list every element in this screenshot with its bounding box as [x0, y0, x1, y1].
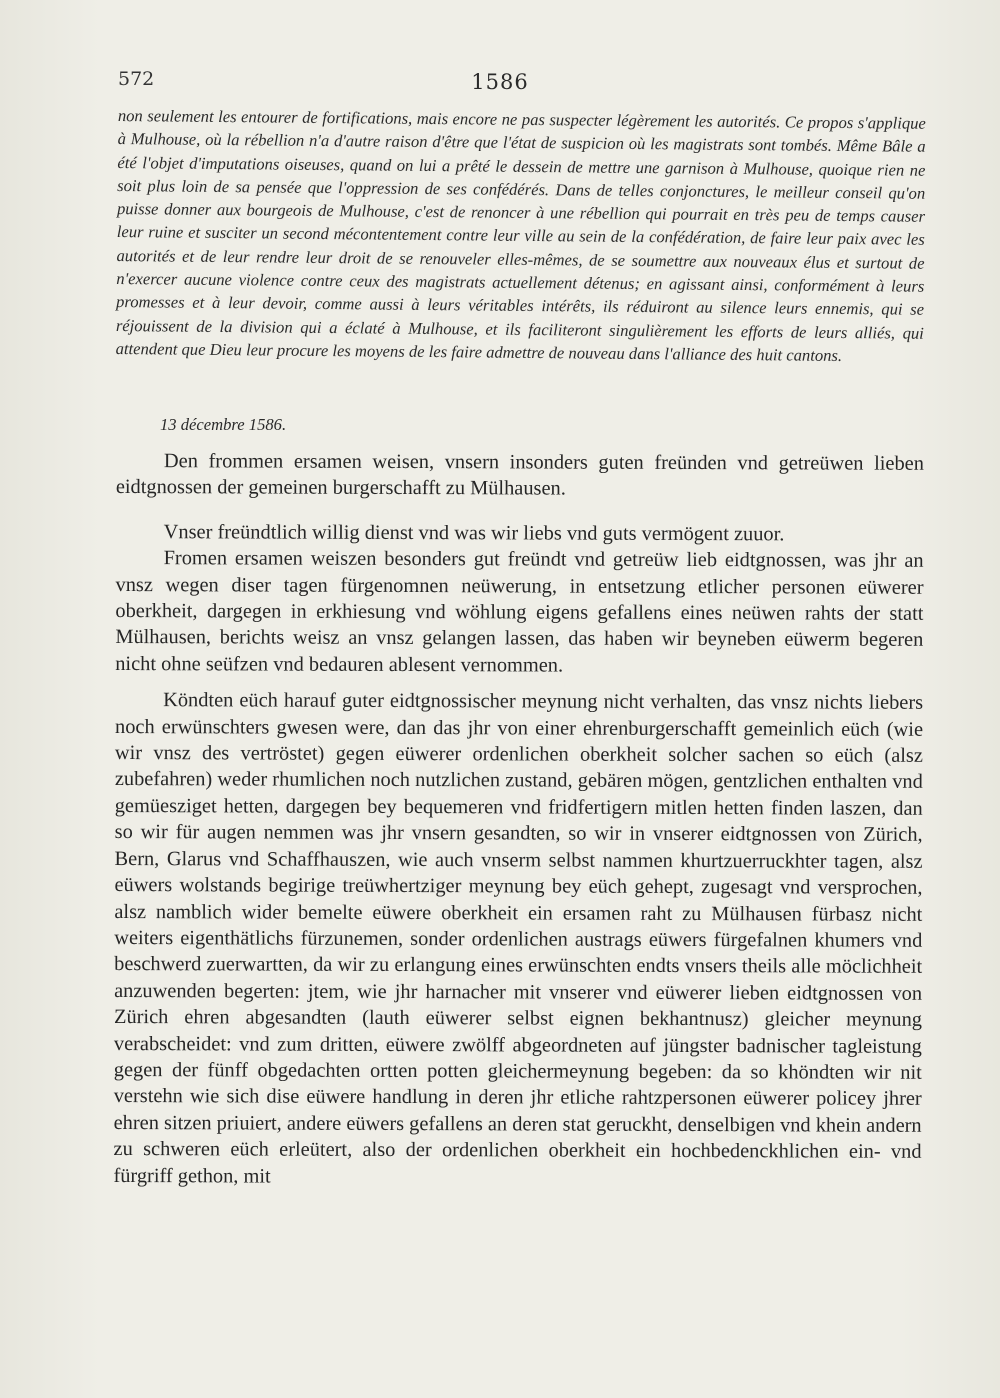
letter-paragraph-1: Fromen ersamen weiszen besonders gut freündt vnd getreüw lieb eidtgnossen, was jhr an vnsz wegen diser tagen fürgenomnen neüwerung, in entsetzung etlicher personen eüwerer oberkheit, dargegen in erkhiesung vnd wöhlung eigens gefallens eines neüwen rahts der statt Mülhausen, berichts weisz an vnsz gelangen lassen, das haben wir beyneben eüwerm begeren nicht ohne seüfzen vnd bedauren ablesent vernommen.	[115, 547, 924, 677]
summary-date: 13 décembre 1586.	[160, 415, 287, 434]
letter-greeting: Vnser freündtlich willig dienst vnd was wir liebs vnd guts vermögent zuuor.	[163, 520, 785, 546]
letter-body	[113, 448, 924, 1192]
letter-address: Den frommen ersamen weisen, vnsern insonders guten freünden vnd getreüwen lieben eidtgnossen der gemeinen burgerschafft zu Mülhausen.	[115, 450, 924, 500]
page-number: 572	[118, 68, 155, 90]
letter-paragraph-2: Köndten eüch harauf guter eidtgnossischer meynung nicht verhalten, das vnsz nichts liebers noch erwünschters gwesen were, dan das jhr von einer ehrenburgerschafft gemeinlich eüch (wie wir vnsz des vertröstet) gegen eüwerer ordenlichen oberkheit solcher sachen so eüch (alsz zubefahren) weder rhumlichen noch nutzlichen zustand, gebären mögen, gentzlichen enthalten vnd gemüesziget hetten, dargegen bey bequemeren vnd fridfertigern mitlen hetten finden laszen, dan so wir für augen nemmen was jhr vnsern gesandten, so wir in vnserer eidtgnossen von Zürich, Bern, Glarus vnd Schaffhauszen, wie auch vnserm selbst nammen khurtzuerruckhter tagen, alsz eüwers wolstands begirige treüwhertziger meynung bey eüch gehept, zugesagt vnd versprochen, alsz namblich wider bemelte eüwere oberkheit ein ersamen raht zu Mülhausen fürbasz nicht weiters eigenthätlichs fürzunemen, sonder ordenlichen austrags eüwers fürgefalnen khumers vnd beschwerd zuerwartten, da wir zu erlangung eines erwünschten endts vnsers theils alle möclichheit anzuwenden begerten: jtem, wie jhr harnacher mit vnserer vnd eüwerer lieben eidtgnossen von Zürich ehren abgesandten (lauth eüwerer selbst eignen bekhantnusz) gleicher meynung verabscheidet: vnd zum dritten, eüwere zwölff abgeordneten auf jüngster badnischer tagleistung gegen der fünff obgedachten ortten potten gleichermeynung begeben: da so khöndten wir nit verstehn wie sich dise eüwere handlung in deren jhr etliche rahtzpersonen eüwerer policey jhrer ehren sitzen priuiert, andere eüwers gefallens an deren stat geruckht, denselbigen vnd khein andern zu schweren eüch erleütert, also der ordenlichen oberkheit ein hochbedenckhlichen ein- vnd fürgriff gethon, mit	[113, 689, 924, 1188]
french-summary: non seulement les entourer de fortifications, mais encore ne pas suspecter légèrement les autorités. Ce propos s'applique à Mulhouse, où la rébellion n'a d'autre raison d'être que l'état de suspicion où les magistrats sont tombés. Même Bâle a été l'objet d'imputations oiseuses, quand on lui a prêté le dessein de mettre une garnison à Mulhouse, quoique rien ne soit plus loin de sa pensée que l'oppression de ses confédérés. Dans de telles conjonctures, le meilleur conseil qu'on puisse donner aux bourgeois de Mulhouse, c'est de renoncer à une rébellion qui pourrait en très peu de temps causer leur ruine et susciter un second mécontentement contre leur ville au sein de la confédération, de faire leur paix avec les autorités et de leur rendre leur droit de se renouveler elles-mêmes, de se soumettre aux nouveaux élus et surtout de n'exercer aucune violence contre ceux des magistrats actuellement détenus; en agissant ainsi, conformément à leurs promesses et à leur devoir, comme aussi à leurs véritables intérêts, ils réduiront au silence leurs ennemis, qui se réjouissent de la division qui a éclaté à Mulhouse, et ils faciliteront singulièrement les efforts de leurs alliés, qui attendent que Dieu leur procure les moyens de les faire admettre de nouveau dans l'alliance des huit cantons.	[115, 105, 926, 365]
year-heading: 1586	[471, 70, 529, 94]
